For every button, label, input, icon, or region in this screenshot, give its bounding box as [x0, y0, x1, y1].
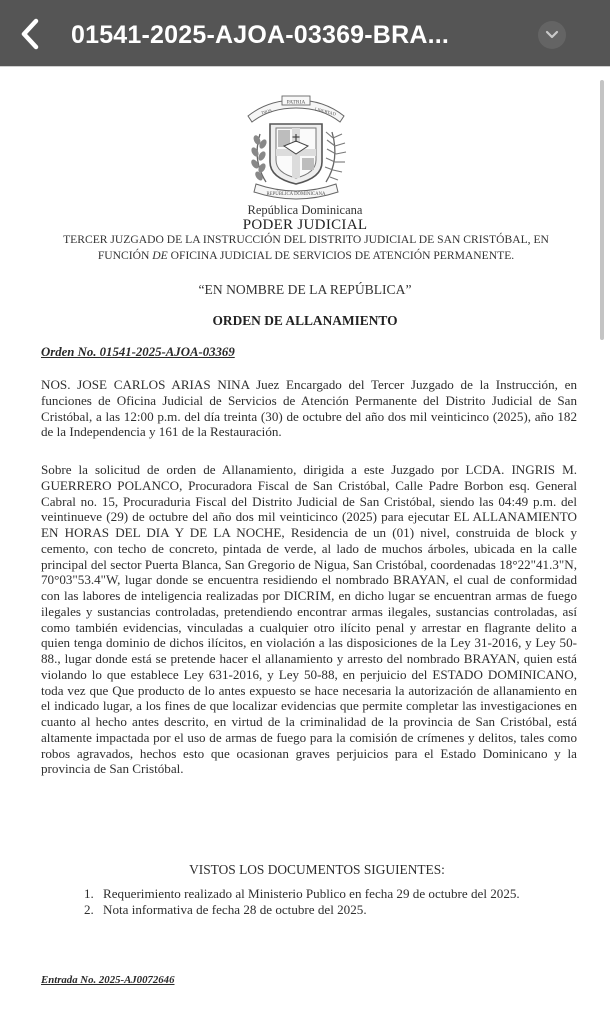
paragraph-judge: NOS. JOSE CARLOS ARIAS NINA Juez Encargado del Tercer Juzgado de la Instrucción, en funciones de Oficina Judicial de Servicios de Atención Permanente del Distrito Judicial de San Cristóbal, a las 12:00 p.m. del día treinta (30) de octubre del año dos mil veinticinco (2025), año 182 de la Independencia y 161 de la Restauración.	[41, 377, 577, 440]
svg-text:LIBERTAD: LIBERTAD	[314, 106, 337, 117]
svg-text:REPÚBLICA DOMINICANA: REPÚBLICA DOMINICANA	[266, 192, 326, 197]
court-line-1: TERCER JUZGADO DE LA INSTRUCCIÓN DEL DISTRITO JUDICIAL DE SAN CRISTÓBAL, EN	[63, 233, 549, 246]
list-item	[84, 886, 577, 902]
chevron-left-icon	[19, 18, 41, 50]
republica-label: República Dominicana	[247, 203, 363, 217]
list-item-number: 2.	[84, 901, 94, 917]
coat-of-arms-icon	[238, 94, 354, 204]
list-item-text: Nota informativa de fecha 28 de octubre del 2025.	[103, 901, 367, 917]
list-item	[84, 902, 577, 918]
list-item-text: Requerimiento realizado al Ministerio Publico en fecha 29 de octubre del 2025.	[103, 886, 520, 901]
documents-list	[84, 886, 577, 918]
court-line-2-italic: DE	[152, 249, 168, 262]
paragraph-request: Sobre la solicitud de orden de Allanamiento, dirigida a este Juzgado por LCDA. INGRIS M. GUERRERO POLANCO, Procuradora Fiscal de San Cristóbal, Calle Padre Borbon esq. General Cabral no. 15, Procuraduria Fiscal del Distrito Judicial de San Cristóbal, siendo las 04:49 p.m. del veintinueve (29) de octubre del año dos mil veinticinco (2025) para ejecutar EL ALLANAMIENTO EN HORAS DEL DIA Y DE LA NOCHE, Residencia de un (01) nivel, construida de block y cemento, con techo de concreto, pintada de verde, al lado de muchos árboles, ubicada en la calle principal del sector Puerta Blanca, San Gregorio de Nigua, San Cristóbal, coordenadas 18°22"41.3"N, 70°03"53.4"W, lugar donde se encuentra residiendo el nombrado BRAYAN, el cual de conformidad con las labores de inteligencia realizadas por DICRIM, en dicho lugar se encuentran armas de fuego ilegales y sustancias controladas, pretendiendo encontrar armas ilegales, sustancias controladas, así como también evidencias, vinculadas a cualquier otro ilícito penal y arrestar en flagrante delito a quien tenga dominio de dichos ilícitos, en violación a las disposiciones de la Ley 31-2016, y Ley 50-88., lugar donde está se pretende hacer el allanamiento y arresto del nombrado BRAYAN, quien está violando lo que establece Ley 631-2016, y Ley 50-88, en perjuicio del ESTADO DOMINICANO, toda vez que Que producto de lo antes expuesto se hace necesaria la autorización de allanamiento en el indicado lugar, a los fines de que localizar evidencias que permite completar las investigaciones en cuanto al hecho antes descrito, en virtud de la criminalidad de la provincia de San Cristóbal, está altamente impactada por el uso de armas de fuego para la comisión de crímenes y delitos, tales como robos agravados, hechos esto que ocasionan graves perjuicios para el Estado Dominicano y la provincia de San Cristóbal.	[41, 462, 577, 777]
court-line-2-post: OFICINA JUDICIAL DE SERVICIOS DE ATENCIÓN PERMANENTE.	[167, 249, 515, 262]
court-line-2-pre: FUNCIÓN	[97, 249, 153, 262]
poder-judicial-label: PODER JUDICIAL	[242, 217, 368, 233]
svg-text:DIOS: DIOS	[260, 107, 273, 116]
document-title: 01541-2025-AJOA-03369-BRA...	[71, 21, 450, 49]
court-heading	[38, 232, 574, 264]
order-number: Orden No. 01541-2025-AJOA-03369	[41, 345, 235, 359]
top-bar	[0, 0, 610, 67]
svg-text:PATRIA: PATRIA	[286, 99, 306, 106]
en-nombre-heading: “EN NOMBRE DE LA REPÚBLICA”	[198, 282, 412, 297]
court-line-2	[38, 248, 574, 264]
list-item-number: 1.	[84, 886, 94, 901]
entry-number: Entrada No. 2025-AJ0072646	[41, 974, 175, 986]
title-menu-button[interactable]	[538, 21, 566, 49]
back-button[interactable]	[14, 14, 46, 54]
vistos-heading: VISTOS LOS DOCUMENTOS SIGUIENTES:	[189, 862, 445, 877]
order-title: ORDEN DE ALLANAMIENTO	[212, 313, 398, 328]
chevron-down-icon	[545, 30, 559, 40]
